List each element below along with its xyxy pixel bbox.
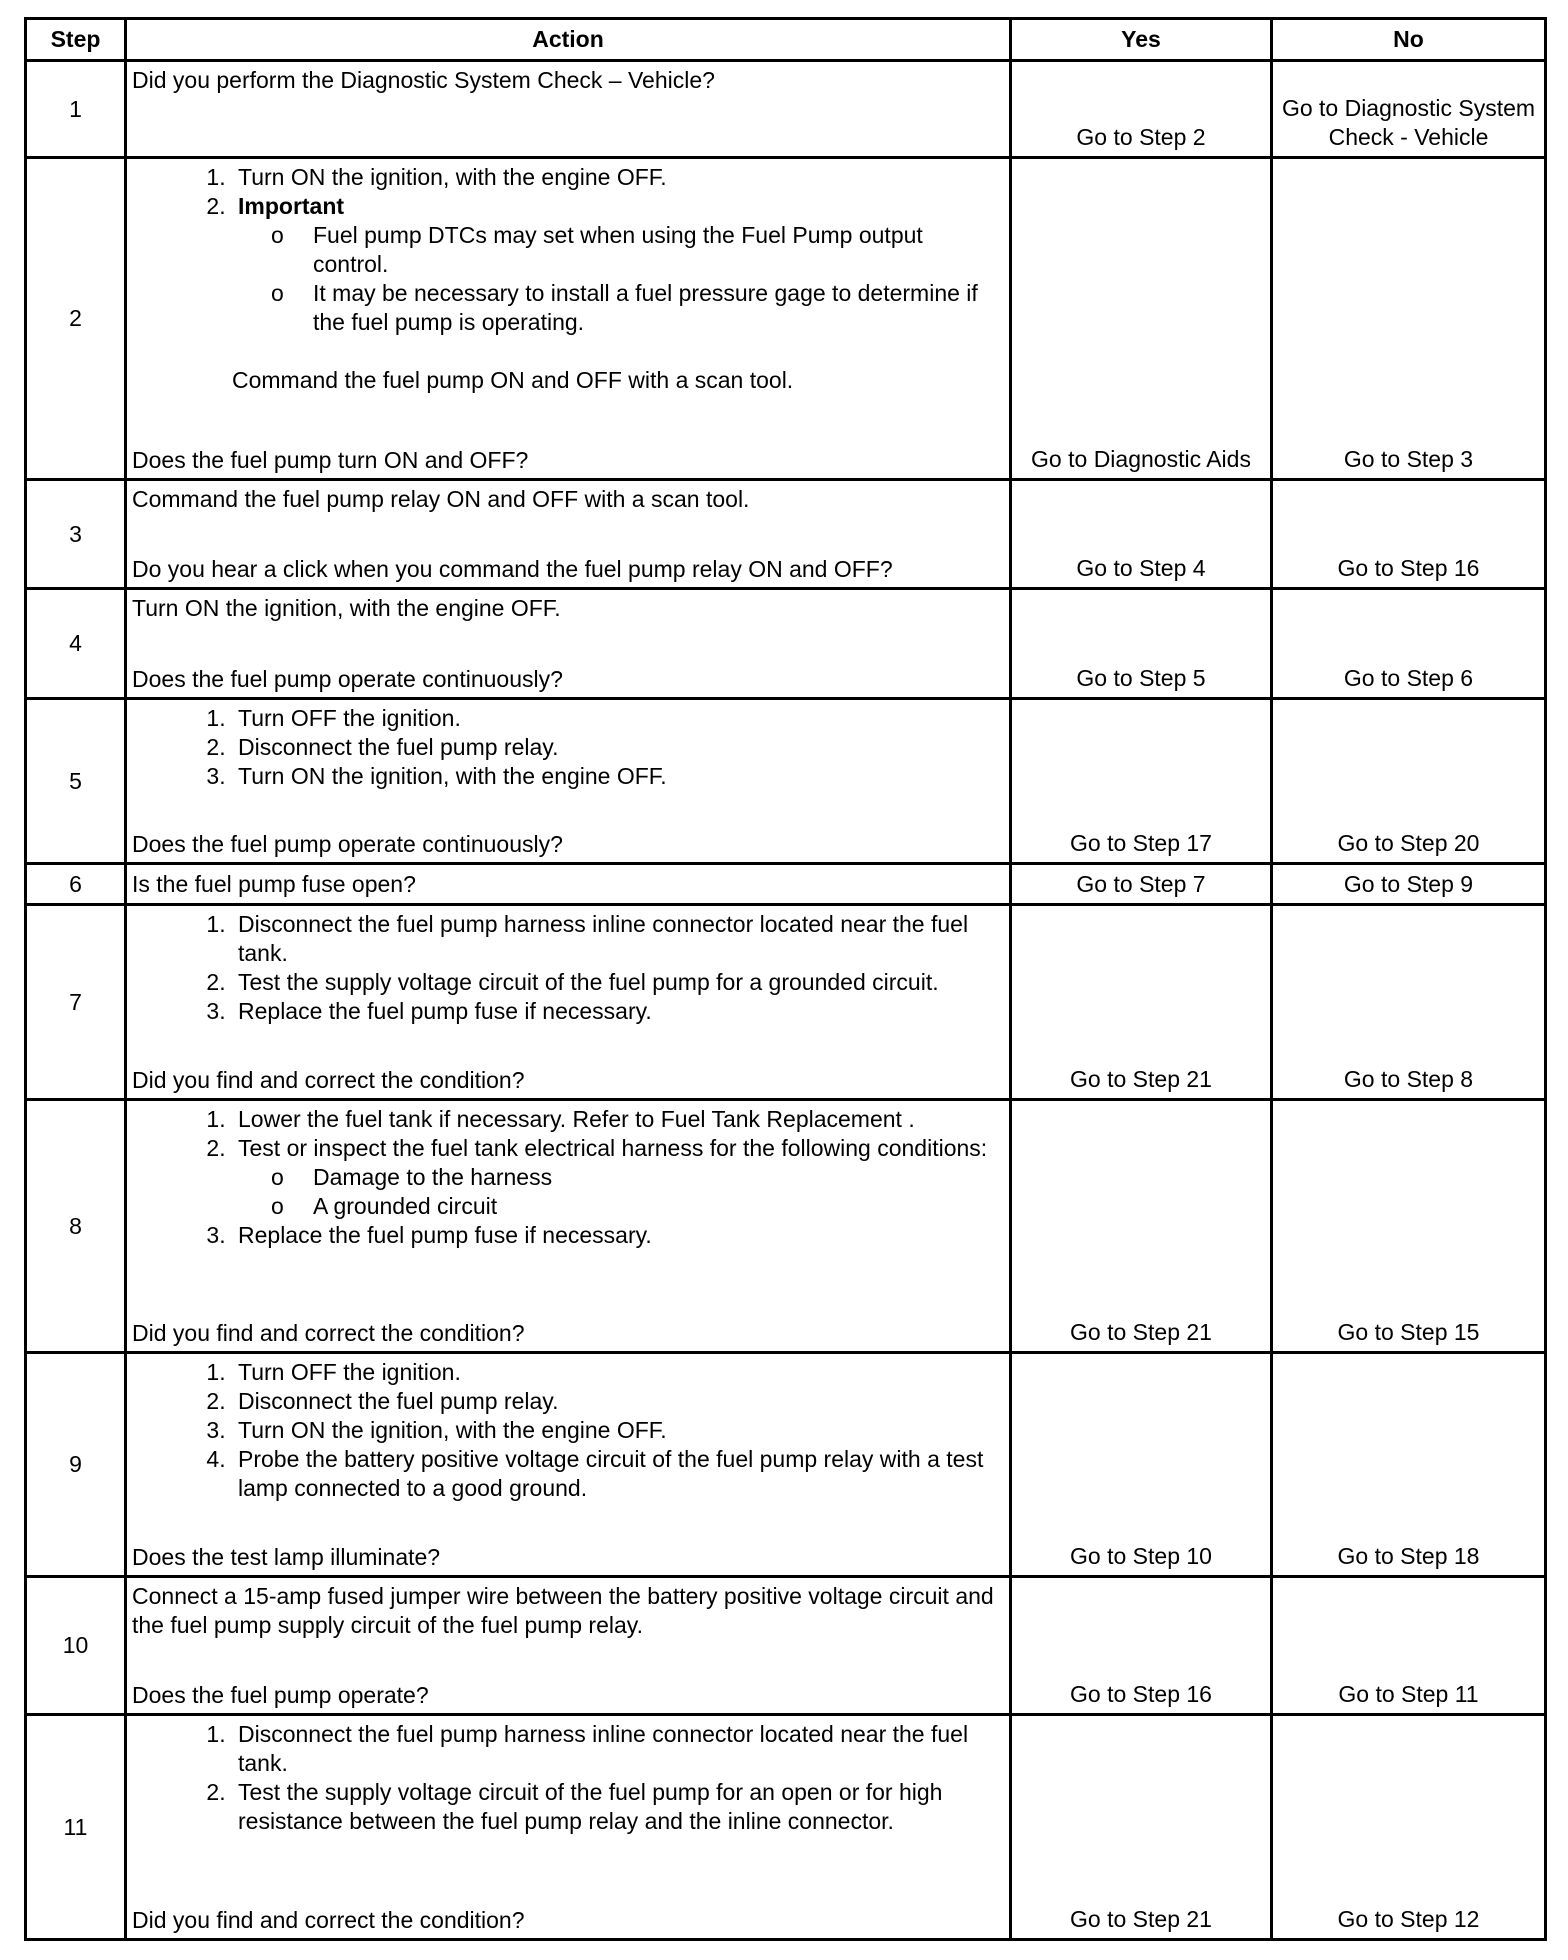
yes-cell: Go to Step 21 [1011,1715,1272,1940]
action-cell [126,864,1011,905]
action-item-text: Test or inspect the fuel tank electrical harness for the following conditions: [238,1135,988,1161]
table-row [26,1715,1546,1940]
action-cell [126,699,1011,864]
header-yes: Yes [1011,19,1272,61]
action-item: 3. Turn ON the ignition, with the engine OFF. [232,1416,1003,1445]
no-cell: Go to Step 11 [1272,1577,1546,1715]
table-row [26,1100,1546,1353]
yes-cell: Go to Diagnostic Aids [1011,158,1272,480]
action-cell [126,480,1011,589]
header-action: Action [126,19,1011,61]
action-item: 2. Disconnect the fuel pump relay. [232,733,1003,762]
action-item: 3. Turn ON the ignition, with the engine OFF. [232,762,1003,791]
step-number: 4 [26,589,126,699]
step-number: 8 [26,1100,126,1353]
yes-cell: Go to Step 4 [1011,480,1272,589]
step-number: 1 [26,61,126,158]
action-text: Turn ON the ignition, with the engine OFF. [132,595,561,621]
action-cell [126,1100,1011,1353]
no-cell: Go to Step 8 [1272,905,1546,1100]
action-question: Does the fuel pump operate? [132,1682,429,1708]
step-number: 6 [26,864,126,905]
action-cell [126,61,1011,158]
step-number: 2 [26,158,126,480]
action-subitem: o Damage to the harness [313,1163,1003,1192]
no-cell: Go to Step 20 [1272,699,1546,864]
yes-cell: Go to Step 16 [1011,1577,1272,1715]
yes-cell: Go to Step 21 [1011,905,1272,1100]
action-cell [126,1715,1011,1940]
header-step: Step [26,19,126,61]
action-subitem: o Fuel pump DTCs may set when using the Fuel Pump output control. [313,221,1003,279]
action-item: 1. Turn OFF the ignition. [232,1358,1003,1387]
table-row [26,699,1546,864]
action-question: Is the fuel pump fuse open? [132,870,416,897]
action-question: Did you find and correct the condition? [132,1067,525,1093]
header-no: No [1272,19,1546,61]
no-cell: Go to Step 16 [1272,480,1546,589]
action-cell [126,1577,1011,1715]
action-command: Command the fuel pump ON and OFF with a scan tool. [232,367,794,393]
table-row [26,1353,1546,1577]
yes-cell: Go to Step 5 [1011,589,1272,699]
table-row [26,1577,1546,1715]
step-number: 9 [26,1353,126,1577]
no-cell: Go to Step 3 [1272,158,1546,480]
action-item: 1. Disconnect the fuel pump harness inline connector located near the fuel tank. [232,910,1003,968]
table-row [26,905,1546,1100]
table-row [26,61,1546,158]
step-number: 11 [26,1715,126,1940]
yes-cell: Go to Step 7 [1011,864,1272,905]
no-cell: Go to Diagnostic System Check - Vehicle [1272,61,1546,158]
important-label: Important [238,193,345,219]
no-cell: Go to Step 9 [1272,864,1546,905]
diagnostic-table [24,17,1547,1941]
action-question: Does the test lamp illuminate? [132,1544,441,1570]
action-cell [126,158,1011,480]
yes-cell: Go to Step 2 [1011,61,1272,158]
action-item: 1. Turn ON the ignition, with the engine OFF. [232,163,1003,192]
action-item: 2. Test the supply voltage circuit of the fuel pump for an open or for high resistance between the fuel pump relay and the inline connector. [232,1778,1003,1836]
step-number: 5 [26,699,126,864]
step-number: 7 [26,905,126,1100]
action-item: 1. Turn OFF the ignition. [232,704,1003,733]
table-row [26,589,1546,699]
action-item: 1. Disconnect the fuel pump harness inline connector located near the fuel tank. [232,1720,1003,1778]
table-row [26,480,1546,589]
table-row [26,864,1546,905]
table-row [26,158,1546,480]
action-question: Did you perform the Diagnostic System Check – Vehicle? [132,67,715,93]
no-cell: Go to Step 6 [1272,589,1546,699]
action-cell [126,905,1011,1100]
yes-cell: Go to Step 10 [1011,1353,1272,1577]
action-item: 2. Test the supply voltage circuit of the fuel pump for a grounded circuit. [232,968,1003,997]
action-item [232,192,1003,337]
action-item: 3. Replace the fuel pump fuse if necessary. [232,1221,1003,1250]
step-number: 10 [26,1577,126,1715]
action-item: 1. Lower the fuel tank if necessary. Refer to Fuel Tank Replacement . [232,1105,1003,1134]
action-question: Does the fuel pump operate continuously? [132,831,563,857]
action-item: 4. Probe the battery positive voltage circuit of the fuel pump relay with a test lamp connected to a good ground. [232,1445,1003,1503]
yes-cell: Go to Step 21 [1011,1100,1272,1353]
action-text: Command the fuel pump relay ON and OFF with a scan tool. [132,486,750,512]
action-item [232,1134,1003,1221]
action-text: Connect a 15-amp fused jumper wire between the battery positive voltage circuit and the fuel pump supply circuit of the fuel pump relay. [132,1583,1001,1638]
action-question: Did you find and correct the condition? [132,1320,525,1346]
no-cell: Go to Step 18 [1272,1353,1546,1577]
no-cell: Go to Step 15 [1272,1100,1546,1353]
header-row [26,19,1546,61]
action-subitem: o A grounded circuit [313,1192,1003,1221]
step-number: 3 [26,480,126,589]
action-question: Does the fuel pump turn ON and OFF? [132,447,529,473]
action-subitem: o It may be necessary to install a fuel pressure gage to determine if the fuel pump is operating. [313,279,1003,337]
yes-cell: Go to Step 17 [1011,699,1272,864]
action-cell [126,1353,1011,1577]
action-question: Do you hear a click when you command the fuel pump relay ON and OFF? [132,556,893,582]
action-question: Did you find and correct the condition? [132,1907,525,1933]
no-cell: Go to Step 12 [1272,1715,1546,1940]
action-question: Does the fuel pump operate continuously? [132,666,563,692]
action-item: 2. Disconnect the fuel pump relay. [232,1387,1003,1416]
action-item: 3. Replace the fuel pump fuse if necessary. [232,997,1003,1026]
action-cell [126,589,1011,699]
